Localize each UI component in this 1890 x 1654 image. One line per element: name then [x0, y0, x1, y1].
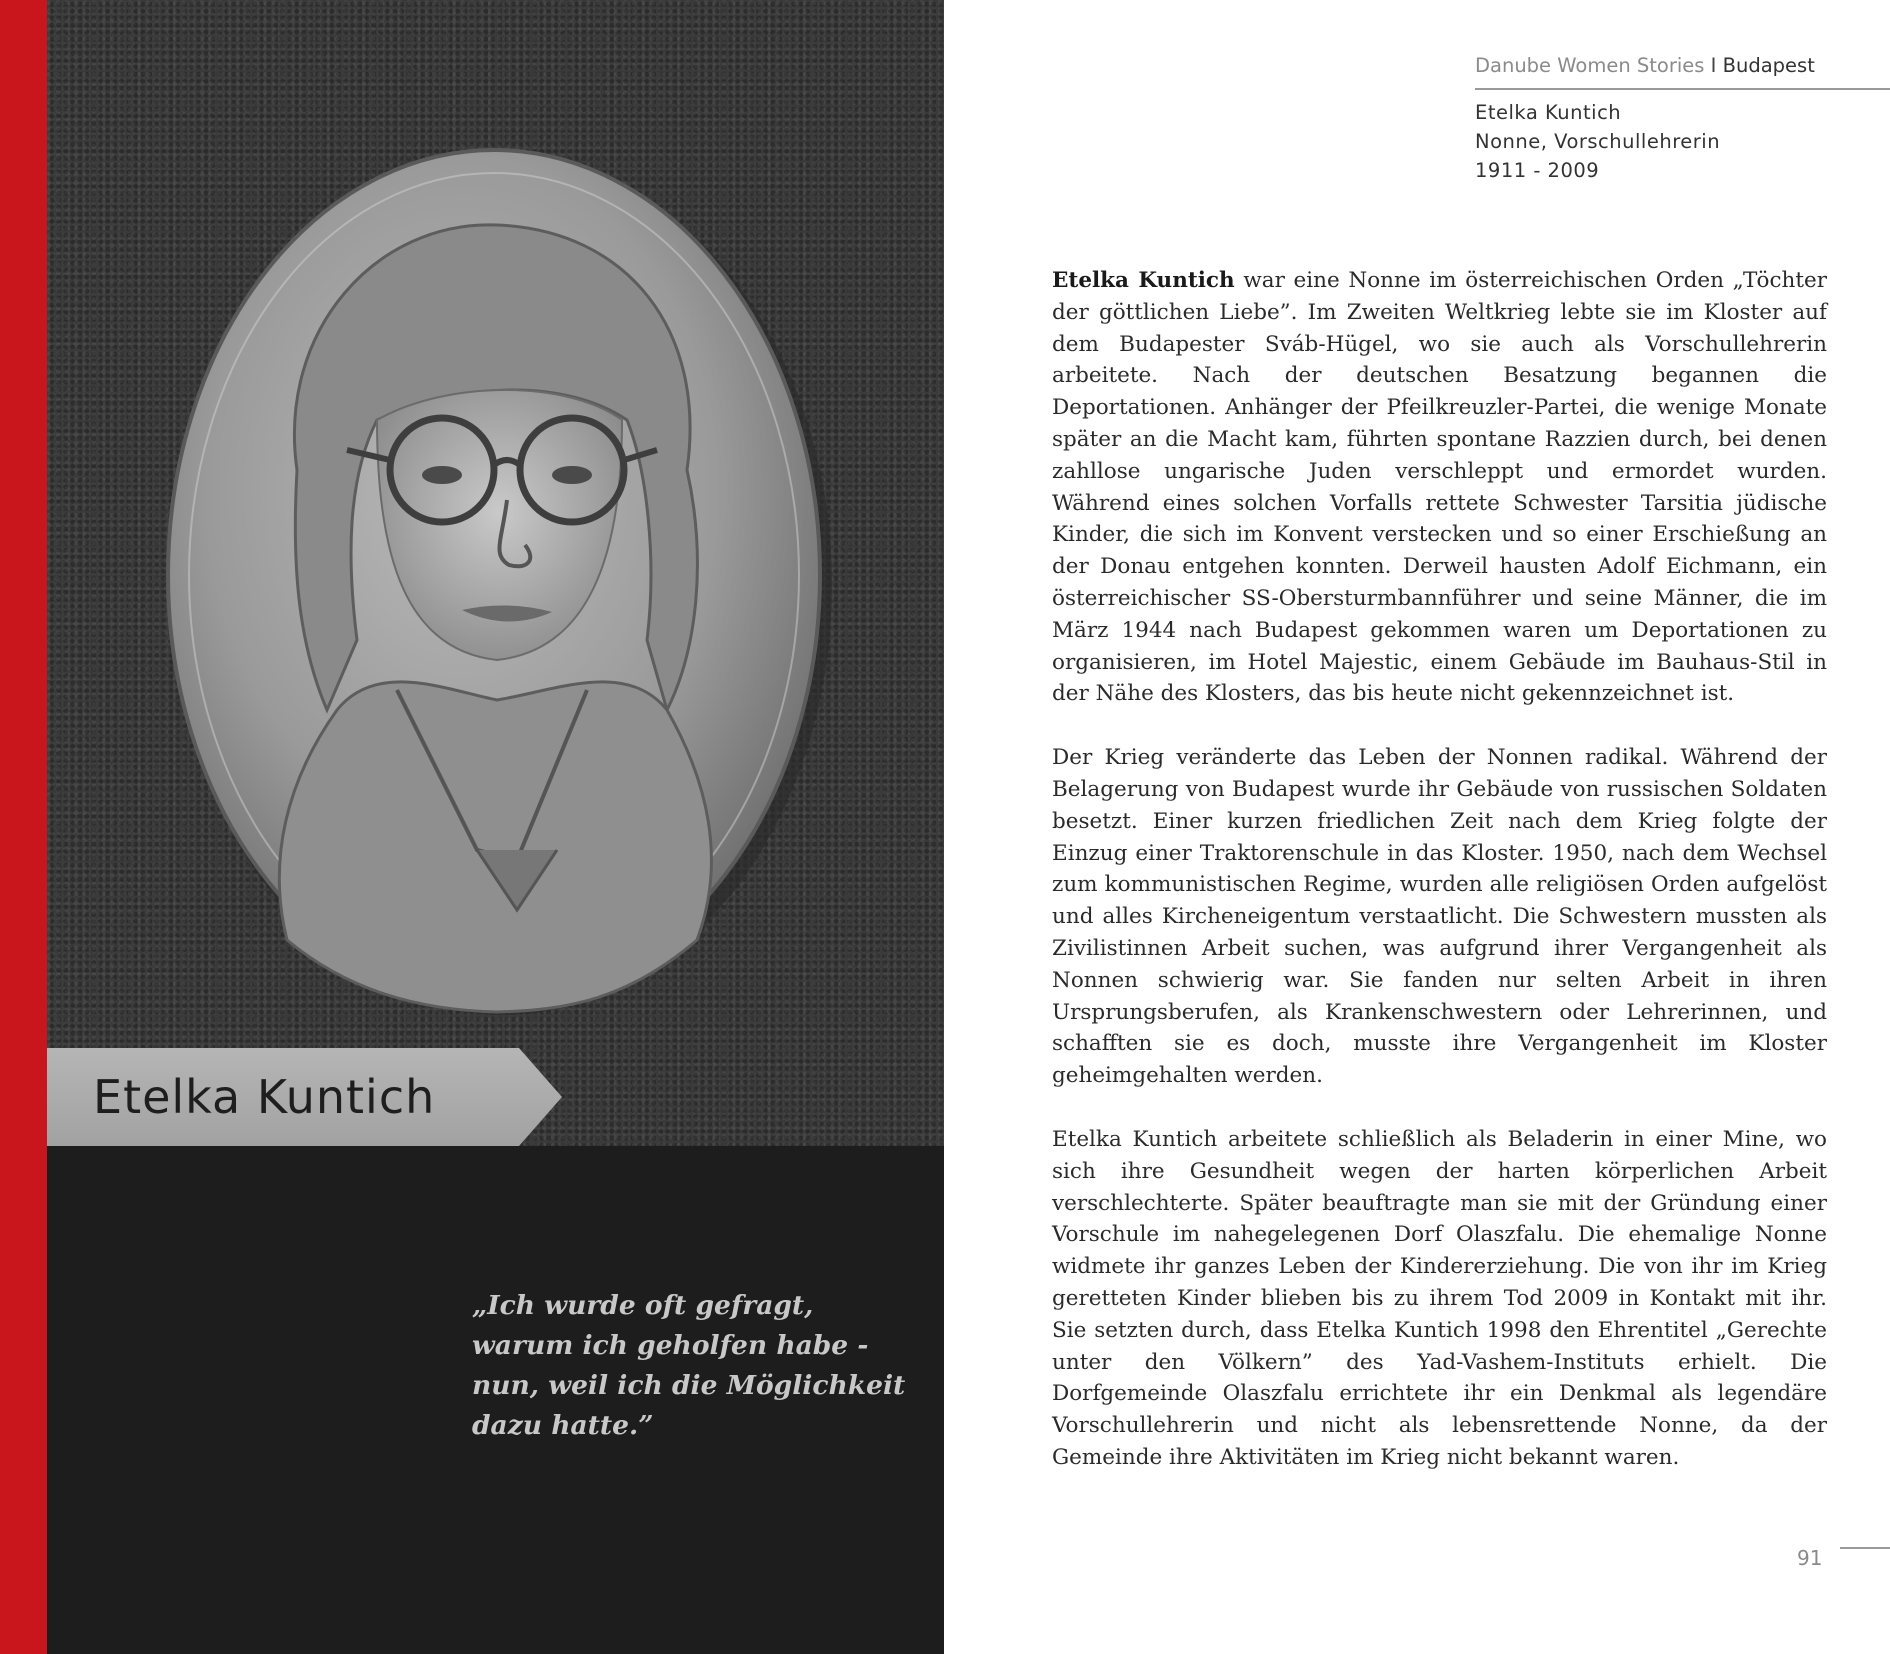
banner-name: Etelka Kuntich	[93, 1070, 436, 1124]
city-name: Budapest	[1722, 54, 1815, 77]
series-title: Danube Women Stories	[1475, 54, 1705, 77]
quote-line: „Ich wurde oft gefragt,	[472, 1290, 814, 1321]
bio-block	[1475, 98, 1720, 185]
page-number: 91	[1797, 1546, 1823, 1570]
paragraph: Etelka Kuntich arbeitete schließlich als Beladerin in einer Mine, wo sich ihre Gesundheit wegen der harten körperlichen Arbeit verschlechterte. Später beauftragte man sie mit der Gründung einer Vorschule im nahegelegenen Dorf Olaszfalu. Die ehemalige Nonne widmete ihr ganzes Leben der Kindererziehung. Die von ihr im Krieg geretteten Kinder blieben bis zu ihrem Tod 2009 in Kontakt mit ihr. Sie setzten durch, dass Etelka Kuntich 1998 den Ehrentitel „Gerechte unter den Völkern” des Yad-Vashem-Instituts erhielt. Die Dorfgemeinde Olaszfalu errichtete ihr ein Denkmal als legendäre Vorschullehrerin und nicht als lebensrettende Nonne, da der Gemeinde ihre Aktivitäten im Krieg nicht bekannt waren.	[1052, 1126, 1827, 1470]
separator: I	[1710, 54, 1717, 77]
paragraph	[1052, 265, 1827, 710]
article-body	[1052, 265, 1827, 1506]
bio-name: Etelka Kuntich	[1475, 101, 1622, 124]
bronze-medallion-portrait	[47, 0, 944, 1146]
footer-rule	[1840, 1547, 1890, 1549]
running-head	[1475, 54, 1815, 77]
bio-years: 1911 - 2009	[1475, 159, 1600, 182]
lead-name: Etelka Kuntich	[1052, 268, 1235, 293]
bio-role: Nonne, Vorschullehrerin	[1475, 130, 1721, 153]
paragraph-text: war eine Nonne im österreichischen Orden „Töchter der göttlichen Liebe”. Im Zweiten Weltkrieg lebte sie im Kloster auf dem Budapester Sváb-Hügel, wo sie auch als Vorschullehrerin arbeitete. Nach der deutschen Besatzung begannen die Deportationen. Anhänger der Pfeilkreuzler-Partei, die wenige Monate später an die Macht kam, führten spontane Razzien durch, bei denen zahllose ungarische Juden verschleppt und ermordet wurden. Während eines solchen Vorfalls rettete Schwester Tarsitia jüdische Kinder, die sich im Konvent verstecken und so einer Erschießung an der Donau entgehen konnten. Derweil hausten Adolf Eichmann, ein österreichischer SS-Obersturmbannführer und seine Männer, die im März 1944 nach Budapest gekommen waren um Deportationen zu organisieren, im Hotel Majestic, einem Gebäude im Bauhaus-Stil in der Nähe des Klosters, das bis heute nicht gekennzeichnet ist.	[1052, 268, 1828, 707]
quote-line: nun, weil ich die Möglichkeit	[472, 1370, 906, 1401]
paragraph: Der Krieg veränderte das Leben der Nonnen radikal. Während der Belagerung von Budapest wurde ihr Gebäude von russischen Soldaten besetzt. Einer kurzen friedlichen Zeit nach dem Krieg folgte der Einzug einer Traktorenschule in das Kloster. 1950, nach dem Wechsel zum kommunistischen Regime, wurden alle religiösen Orden aufgelöst und alles Kircheneigentum verstaatlicht. Die Schwestern mussten als Zivilistinnen Arbeit suchen, was aufgrund ihrer Vergangenheit als Nonnen schwierig war. Sie fanden nur selten Arbeit in ihren Ursprungsberufen, als Krankenschwestern oder Lehrerinnen, und schafften sie es doch, musste ihre Vergangenheit im Kloster geheimgehalten werden.	[1052, 745, 1827, 1089]
memorial-photo	[47, 0, 944, 1146]
red-edge-strip	[0, 0, 47, 1654]
pull-quote	[472, 1286, 906, 1446]
quote-line: dazu hatte.”	[472, 1410, 654, 1441]
header-rule	[1475, 88, 1890, 90]
quote-line: warum ich geholfen habe -	[472, 1330, 869, 1361]
